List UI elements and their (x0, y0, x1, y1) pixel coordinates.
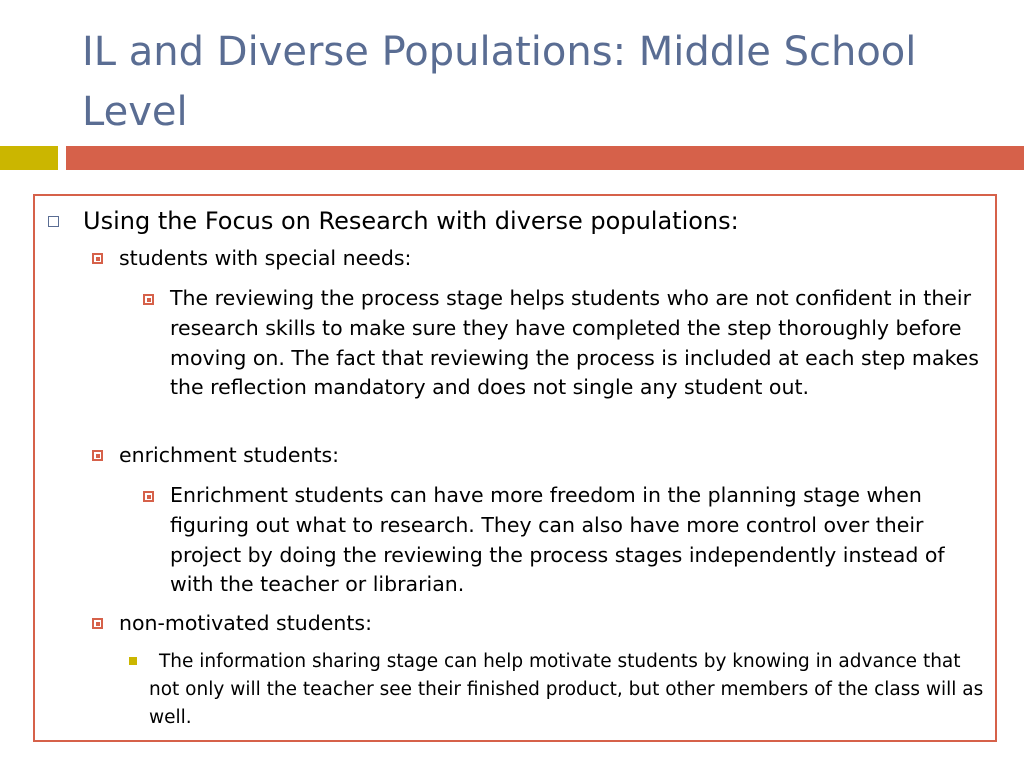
hollow-square-bullet-icon (48, 216, 59, 227)
square-bullet-icon (92, 450, 103, 461)
group-heading-text: enrichment students: (119, 443, 340, 467)
square-bullet-icon (92, 253, 103, 264)
title-divider-bar (66, 146, 1024, 170)
group-heading-text: students with special needs: (119, 246, 412, 270)
accent-bar (0, 146, 58, 170)
group-detail-text: The information sharing stage can help motivate students by knowing in advance that not only will the teacher see their finished product, but other members of the class will as well. (149, 651, 984, 728)
square-bullet-icon (92, 618, 103, 629)
group-heading-text: non-motivated students: (119, 611, 372, 635)
square-bullet-icon (143, 491, 154, 502)
square-bullet-icon (143, 294, 154, 305)
slide-title: IL and Diverse Populations: Middle School Level (82, 29, 917, 135)
intro-text: Using the Focus on Research with diverse populations: (83, 207, 739, 235)
filled-square-bullet-icon (129, 657, 137, 665)
group-detail-text: The reviewing the process stage helps students who are not confident in their research skills to make sure they have completed the step thoroughly before moving on. The fact that reviewing the process is included at each step makes the reflection mandatory and does not single any student out. (170, 286, 979, 400)
content-box (33, 194, 997, 742)
group-detail-text: Enrichment students can have more freedom in the planning stage when figuring out what to research. They can also have more control over their project by doing the reviewing the process stages independently instead of with the teacher or librarian. (170, 483, 945, 597)
